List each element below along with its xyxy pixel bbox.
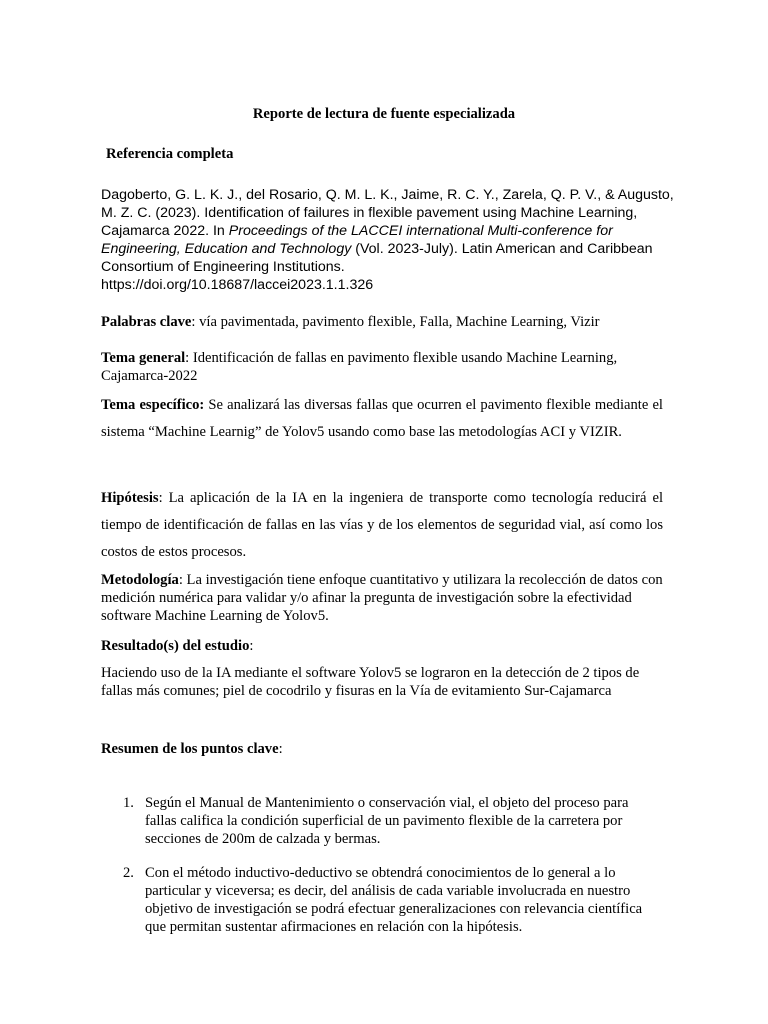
specific-topic-paragraph <box>101 392 663 446</box>
hypothesis-label: Hipótesis <box>101 490 159 506</box>
reference-heading: Referencia completa <box>106 146 234 162</box>
summary-colon: : <box>278 741 283 757</box>
list-item-text: Según el Manual de Mantenimiento o conservación vial, el objeto del proceso para fallas califica la condición superficial de un pavimento flexible de la carretera por secciones de 200m de calzada y bermas. <box>145 795 629 847</box>
results-text: Haciendo uso de la IA mediante el software Yolov5 se lograron en la detección de 2 tipos de fallas más comunes; piel de cocodrilo y fisuras en la Vía de evitamiento Sur-Cajamarca <box>101 665 640 699</box>
methodology-text: : La investigación tiene enfoque cuantitativo y utilizara la recolección de datos con medición numérica para validar y/o afinar la pregunta de investigación sobre la efectividad software Machine Learning de Yolov5. <box>101 572 663 624</box>
list-item-text: Con el método inductivo-deductivo se obtendrá conocimientos de lo general a lo particular y viceversa; es decir, del análisis de cada variable involucrada en nuestro objetivo de investigación se podrá efectuar generalizaciones con relevancia científica que permitan sustentar afirmaciones en relación con la hipótesis. <box>145 865 643 935</box>
hypothesis-text: : La aplicación de la IA en la ingeniera de transporte como tecnología reducirá el tiempo de identificación de fallas en las vías y de los elementos de seguridad vial, así como los costos de estos procesos. <box>101 490 663 560</box>
results-label: Resultado(s) del estudio <box>101 638 250 654</box>
reference-publisher: (Vol. 2023-July). Latin American and Caribbean Consortium of Engineering Institutions. <box>101 241 653 275</box>
reference-proceedings: Proceedings of the LACCEI international Multi-conference for Engineering, Education and Technology <box>101 223 613 257</box>
key-points-list <box>101 794 663 952</box>
results-colon: : <box>249 638 254 654</box>
list-item <box>101 794 663 848</box>
summary-heading <box>101 740 663 758</box>
summary-label: Resumen de los puntos clave <box>101 741 279 757</box>
specific-topic-text: Se analizará las diversas fallas que ocurren el pavimento flexible mediante el sistema “Machine Learnig” de Yolov5 usando como base las metodologías ACI y VIZIR. <box>101 397 663 440</box>
list-item <box>101 864 663 936</box>
full-reference <box>101 186 676 294</box>
methodology-paragraph <box>101 571 663 625</box>
reference-doi: https://doi.org/10.18687/laccei2023.1.1.326 <box>101 277 374 293</box>
specific-topic-label: Tema específico: <box>101 397 205 413</box>
keywords-text: : vía pavimentada, pavimento flexible, Falla, Machine Learning, Vizir <box>191 314 600 330</box>
list-item-number: 1. <box>123 795 134 811</box>
keywords-paragraph <box>101 313 663 331</box>
reference-authors-title: Dagoberto, G. L. K. J., del Rosario, Q. M. L. K., Jaime, R. C. Y., Zarela, Q. P. V., & Augusto, M. Z. C. (2023). Identification of failures in flexible pavement using Machine Learning, Cajamarca 2022. In <box>101 187 674 239</box>
general-topic-paragraph <box>101 349 663 385</box>
hypothesis-paragraph <box>101 485 663 566</box>
general-topic-label: Tema general <box>101 350 186 366</box>
document-title: Reporte de lectura de fuente especializada <box>252 106 516 122</box>
methodology-label: Metodología <box>101 572 179 588</box>
general-topic-text: : Identificación de fallas en pavimento flexible usando Machine Learning, Cajamarca-2022 <box>101 350 618 384</box>
keywords-label: Palabras clave <box>101 314 192 330</box>
list-item-number: 2. <box>123 865 134 881</box>
results-heading <box>101 637 663 655</box>
